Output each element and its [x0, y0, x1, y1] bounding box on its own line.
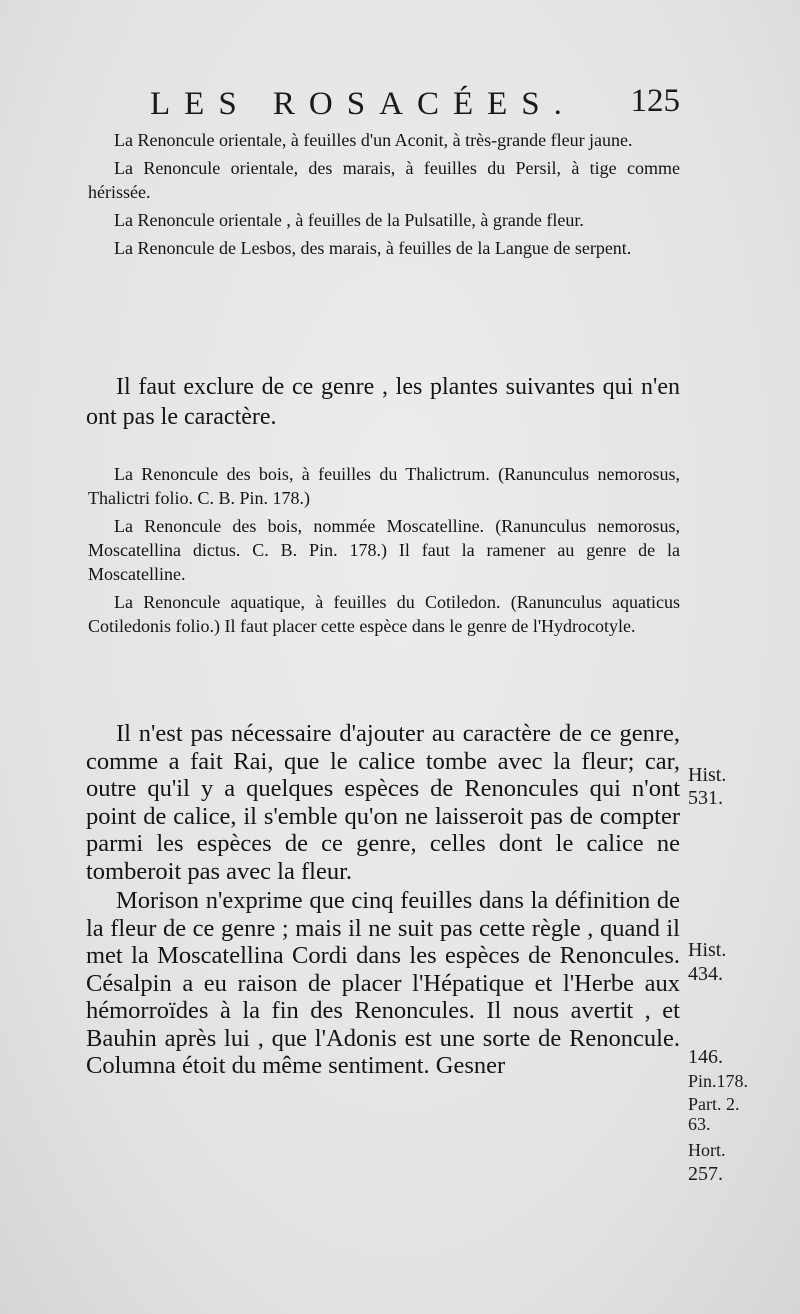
species-entry: La Renoncule orientale, à feuilles d'un Aconit, à très-grande fleur jaune. — [114, 130, 633, 150]
margin-note: Part. 2. — [688, 1094, 740, 1114]
section-heading — [86, 372, 680, 432]
page-header — [150, 78, 680, 122]
page-number: 125 — [630, 83, 680, 119]
margin-note: Pin.178. — [688, 1071, 749, 1091]
main-text — [86, 720, 680, 1082]
margin-note: Hist. — [688, 764, 727, 786]
margin-note: 257. — [688, 1163, 723, 1185]
margin-note: Hort. — [688, 1140, 726, 1160]
species-list-top — [88, 128, 680, 264]
excluded-entry: La Renoncule aquatique, à feuilles du Cotiledon. (Ranunculus aquaticus Cotiledonis folio.) Il faut placer cette espèce dans le genre de l'Hydrocotyle. — [88, 592, 680, 636]
body-paragraph: Il n'est pas nécessaire d'ajouter au caractère de ce genre, comme a fait Rai, que le calice tombe avec la fleur; car, outre qu'il y a quelques espèces de Renoncules qui n'ont point de calice, il s'emble qu'on ne laisseroit pas de compter parmi les espèces de ce genre, celles dont le calice ne tomberoit pas avec la fleur. — [86, 720, 680, 885]
species-entry: La Renoncule de Lesbos, des marais, à feuilles de la Langue de serpent. — [114, 238, 632, 258]
margin-note: 146. — [688, 1046, 723, 1068]
margin-note: 531. — [688, 787, 723, 809]
excluded-entry: La Renoncule des bois, nommée Moscatelline. (Ranunculus nemorosus, Moscatellina dictus. C. B. Pin. 178.) Il faut la ramener au genre de la Moscatelline. — [88, 516, 680, 584]
running-title: LES ROSACÉES. — [150, 86, 576, 122]
species-entry: La Renoncule orientale, des marais, à feuilles du Persil, à tige comme hérissée. — [88, 158, 680, 202]
heading-text: Il faut exclure de ce genre , les plantes suivantes qui n'en ont pas le caractère. — [86, 374, 680, 430]
margin-note: 434. — [688, 963, 723, 985]
margin-note: Hist. — [688, 939, 727, 961]
body-paragraph: Morison n'exprime que cinq feuilles dans la définition de la fleur de ce genre ; mais il ne suit pas cette règle , quand il met la Moscatellina Cordi dans les espèces de Renoncules. Césalpin a eu raison de placer l'Hépatique et l'Herbe aux hémorroïdes à la fin des Renoncules. Il nous avertit , et Bauhin après lui , que l'Adonis est une sorte de Renoncule. Columna étoit du même sentiment. Gesner — [86, 887, 680, 1079]
excluded-entry: La Renoncule des bois, à feuilles du Thalictrum. (Ranunculus nemorosus, Thalictri folio. C. B. Pin. 178.) — [88, 464, 680, 508]
excluded-species-list — [88, 462, 680, 642]
species-entry: La Renoncule orientale , à feuilles de la Pulsatille, à grande fleur. — [114, 210, 584, 230]
margin-note: 63. — [688, 1114, 711, 1134]
